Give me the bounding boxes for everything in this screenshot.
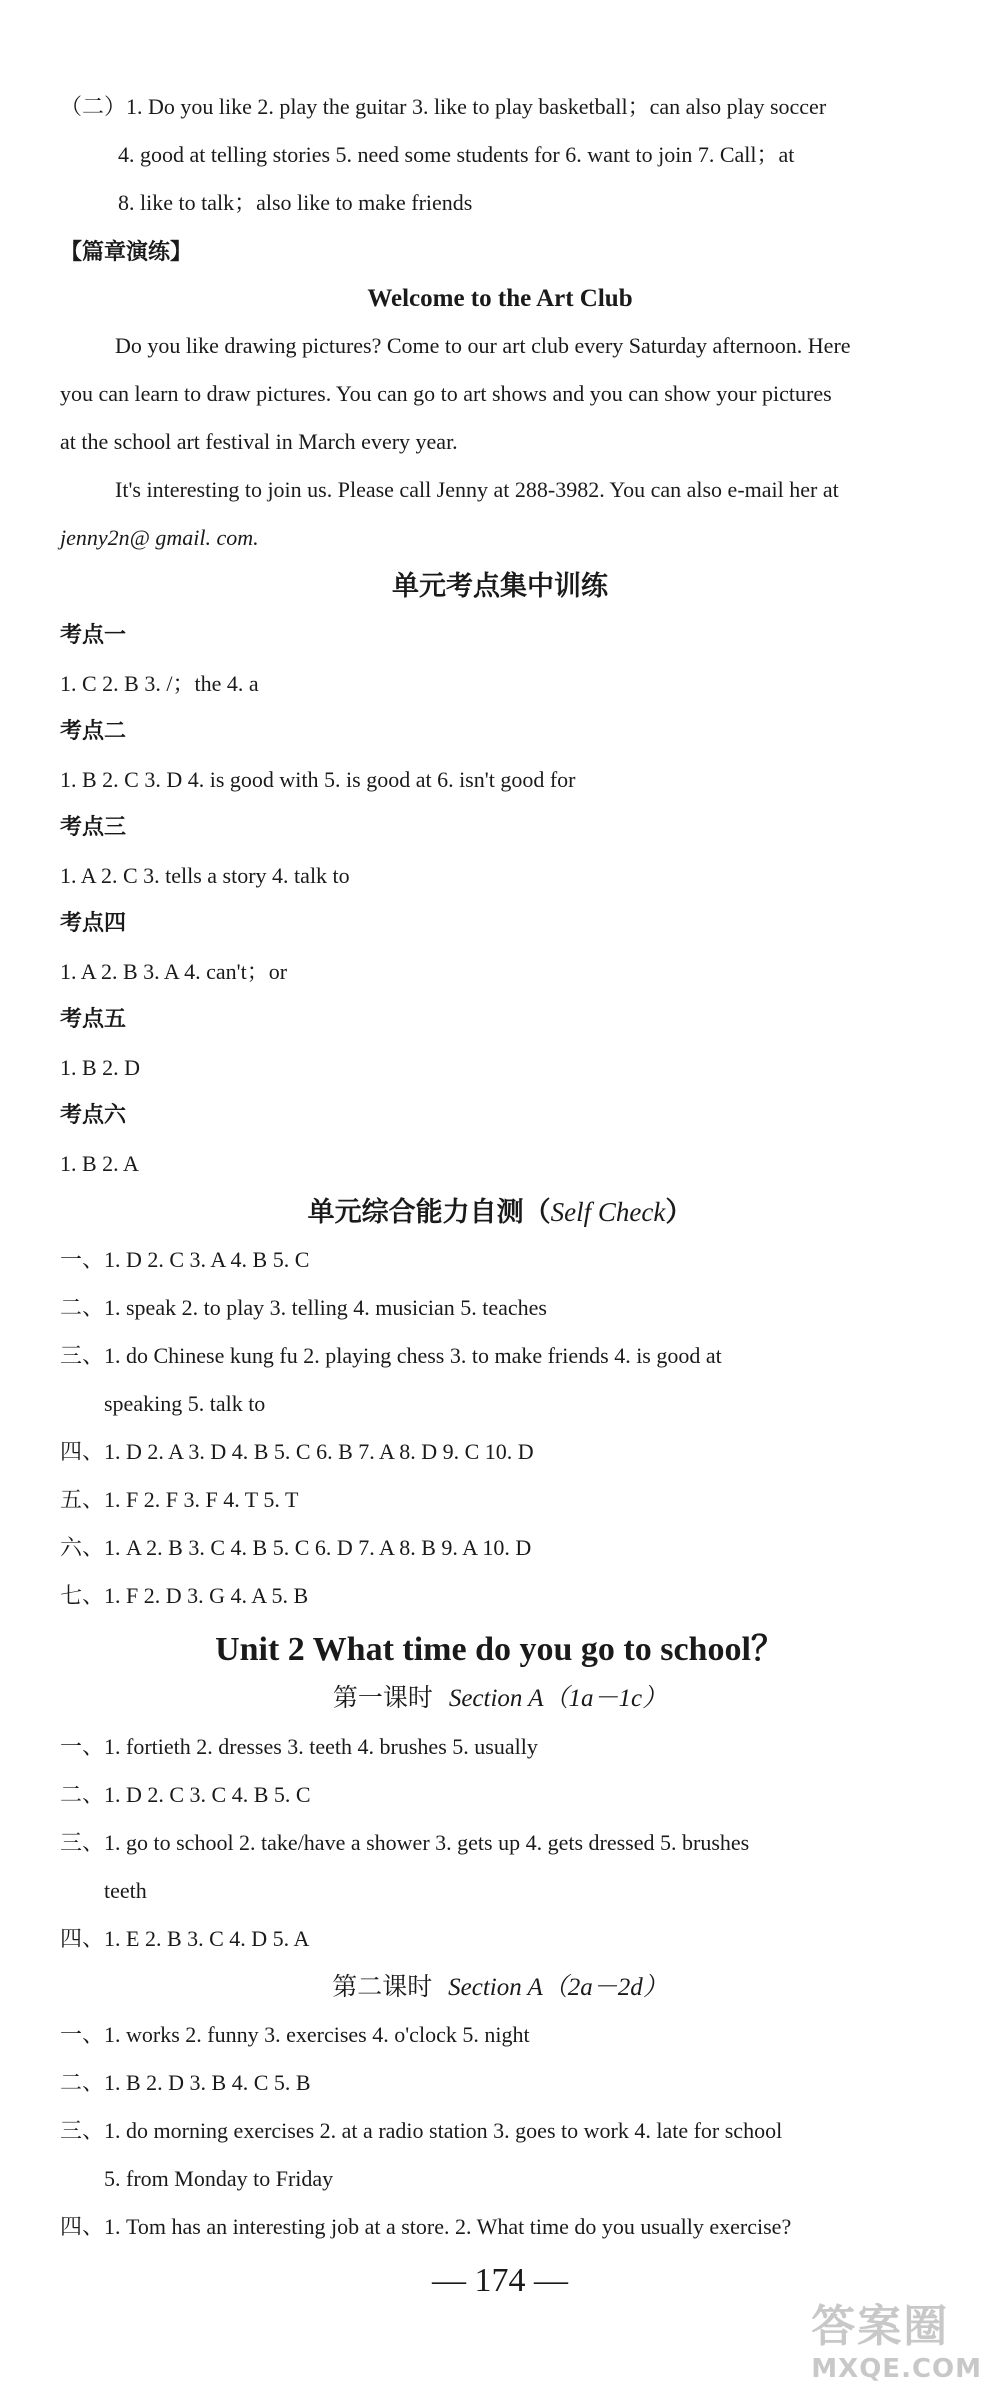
page-number: — 174 — <box>432 2262 568 2299</box>
top-line-1: （二）1. Do you like 2. play the guitar 3. like to play basketball；can also play soccer <box>60 94 827 119</box>
passage-p2-line1: It's interesting to join us. Please call Jenny at 288-3982. You can also e-mail her at <box>115 477 839 502</box>
watermark-logo <box>811 2290 982 2384</box>
self-check-q7: 七、1. F 2. D 3. G 4. A 5. B <box>60 1583 309 1608</box>
lesson1-q1: 一、1. fortieth 2. dresses 3. teeth 4. brushes 5. usually <box>60 1734 538 1759</box>
self-check-q3-line2: speaking 5. talk to <box>104 1391 266 1416</box>
kaodian-1-answers: 1. C 2. B 3. /；the 4. a <box>60 671 259 696</box>
passage-title: Welcome to the Art Club <box>367 285 633 312</box>
top-line-2: 4. good at telling stories 5. need some students for 6. want to join 7. Call；at <box>118 142 795 167</box>
self-check-q1: 一、1. D 2. C 3. A 4. B 5. C <box>60 1247 310 1272</box>
passage-p1-line2: you can learn to draw pictures. You can go to art shows and you can show your pictures <box>60 381 832 406</box>
kaodian-3-answers: 1. A 2. C 3. tells a story 4. talk to <box>60 863 350 888</box>
lesson2-q3-line1: 三、1. do morning exercises 2. at a radio station 3. goes to work 4. late for school <box>60 2118 783 2143</box>
kaodian-1-label: 考点一 <box>60 623 127 648</box>
watermark-bottom: MXQE.COM <box>811 2354 982 2384</box>
kaodian-2-answers: 1. B 2. C 3. D 4. is good with 5. is good at 6. isn't good for <box>60 767 576 792</box>
lesson1-q2: 二、1. D 2. C 3. C 4. B 5. C <box>60 1782 311 1807</box>
unit-training-title: 单元考点集中训练 <box>392 571 608 602</box>
kaodian-5-answers: 1. B 2. D <box>60 1055 141 1080</box>
lesson2-q3-line2: 5. from Monday to Friday <box>104 2166 334 2191</box>
kaodian-6-label: 考点六 <box>60 1103 127 1128</box>
chapter-practice-label: 【篇章演练】 <box>60 240 193 265</box>
self-check-q4: 四、1. D 2. A 3. D 4. B 5. C 6. B 7. A 8. D 9. C 10. D <box>60 1439 534 1464</box>
lesson2-q1: 一、1. works 2. funny 3. exercises 4. o'clock 5. night <box>60 2022 530 2047</box>
kaodian-6-answers: 1. B 2. A <box>60 1151 139 1176</box>
passage-p1-line3: at the school art festival in March every year. <box>60 429 458 454</box>
passage-p2-line2: jenny2n@ gmail. com. <box>60 525 259 550</box>
lesson2-q4: 四、1. Tom has an interesting job at a store. 2. What time do you usually exercise? <box>60 2214 792 2239</box>
passage-p1-line1: Do you like drawing pictures? Come to our art club every Saturday afternoon. Here <box>115 333 851 358</box>
lesson1-q3-line2: teeth <box>104 1878 147 1903</box>
kaodian-4-answers: 1. A 2. B 3. A 4. can't；or <box>60 959 288 984</box>
lesson2-title <box>0 1972 1000 2002</box>
self-check-title <box>0 1197 1000 1227</box>
watermark-top: 答案圈 <box>811 2301 950 2352</box>
self-check-q2: 二、1. speak 2. to play 3. telling 4. musician 5. teaches <box>60 1295 547 1320</box>
kaodian-3-label: 考点三 <box>60 815 127 840</box>
kaodian-4-label: 考点四 <box>60 911 127 936</box>
top-line-3: 8. like to talk；also like to make friends <box>118 190 473 215</box>
self-check-title-en: Self Check <box>550 1197 666 1227</box>
lesson1-title-en: Section A（1a－1c） <box>448 1685 668 1712</box>
self-check-title-close: ） <box>665 1197 693 1228</box>
lesson2-title-en: Section A（2a－2d） <box>448 1974 668 2001</box>
lesson1-title-cn: 第一课时 <box>332 1683 433 1712</box>
kaodian-2-label: 考点二 <box>60 719 127 744</box>
self-check-q3-line1: 三、1. do Chinese kung fu 2. playing chess 3. to make friends 4. is good at <box>60 1343 722 1368</box>
lesson1-title <box>0 1683 1000 1713</box>
lesson1-q3-line1: 三、1. go to school 2. take/have a shower 3. gets up 4. gets dressed 5. brushes <box>60 1830 750 1855</box>
lesson2-q2: 二、1. B 2. D 3. B 4. C 5. B <box>60 2070 311 2095</box>
self-check-q6: 六、1. A 2. B 3. C 4. B 5. C 6. D 7. A 8. B 9. A 10. D <box>60 1535 532 1560</box>
lesson2-title-cn: 第二课时 <box>332 1972 433 2001</box>
unit2-title: Unit 2 What time do you go to school？ <box>215 1631 785 1668</box>
kaodian-5-label: 考点五 <box>60 1007 127 1032</box>
lesson1-q4: 四、1. E 2. B 3. C 4. D 5. A <box>60 1926 310 1951</box>
self-check-title-cn: 单元综合能力自测（ <box>307 1197 551 1228</box>
self-check-q5: 五、1. F 2. F 3. F 4. T 5. T <box>60 1487 299 1512</box>
